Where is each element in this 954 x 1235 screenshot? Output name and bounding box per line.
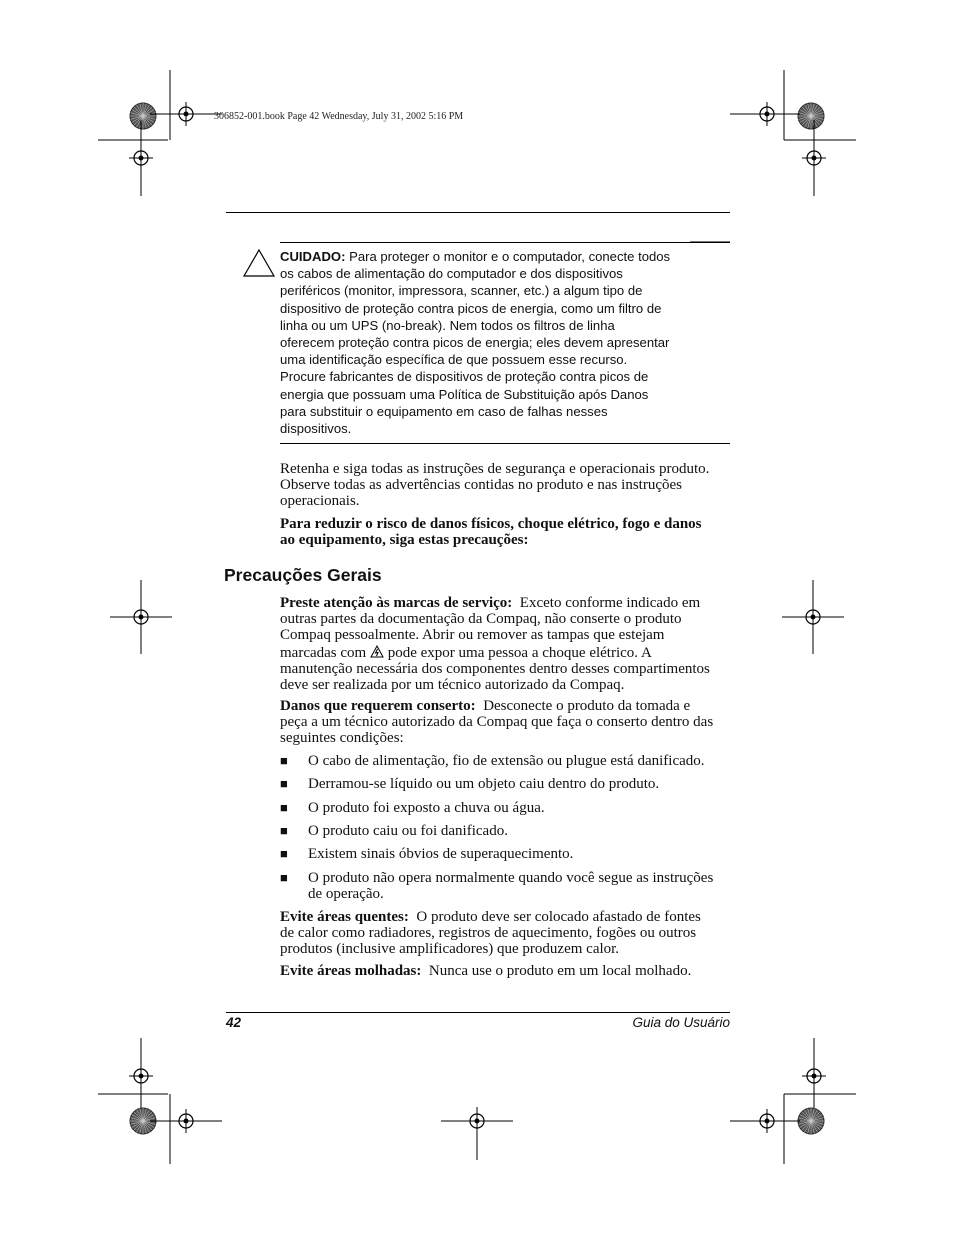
service-marks-paragraph (280, 595, 730, 693)
list-item (308, 870, 733, 902)
caution-top-rule-accent (690, 241, 730, 242)
repair-line: seguintes condições: (280, 730, 404, 746)
caution-line: Para proteger o monitor e o computador, conecte todos (349, 249, 671, 264)
service-marks-line: outras partes da documentação da Compaq, não conserte o produto (280, 611, 682, 627)
repair-paragraph (280, 698, 730, 746)
caution-line: para substituir o equipamento em caso de falhas nesses (280, 403, 608, 419)
service-marks-line: deve ser realizada por um técnico autorizado da Compaq. (280, 677, 625, 693)
service-marks-label: Preste atenção às marcas de serviço: (280, 595, 513, 611)
wet-areas-text: Nunca use o produto em um local molhado. (428, 963, 692, 979)
top-rule (226, 212, 730, 213)
repair-line: peça a um técnico autorizado da Compaq que faça o conserto dentro das (280, 714, 714, 730)
service-marks-line: Compaq pessoalmente. Abrir ou remover as tampas que estejam (280, 627, 665, 643)
warning-triangle-icon (242, 248, 276, 278)
caution-label: CUIDADO: (280, 249, 346, 264)
caution-top-rule (280, 242, 730, 243)
caution-line: periféricos (monitor, impressora, scanner, etc.) a algum tipo de (280, 283, 643, 299)
service-marks-line: pode expor uma pessoa a choque elétrico. A (387, 645, 652, 661)
list-item-line: de operação. (308, 886, 384, 902)
caution-line: dispositivos. (280, 421, 352, 437)
list-item-line: O produto não opera normalmente quando você segue as instruções (308, 870, 714, 886)
section-heading: Precauções Gerais (224, 565, 382, 585)
caution-bottom-rule (280, 443, 730, 444)
bullet-marker: ■ (280, 870, 288, 885)
bullet-marker: ■ (280, 753, 288, 768)
intro-line: operacionais. (280, 493, 360, 509)
hot-areas-line: O produto deve ser colocado afastado de fontes (416, 909, 701, 925)
caution-line: energia que possuam uma Política de Substituição após Danos (280, 386, 649, 402)
hot-areas-paragraph (280, 909, 730, 957)
bullet-marker: ■ (280, 800, 288, 815)
hot-areas-line: de calor como radiadores, registros de aquecimento, fogões ou outros (280, 925, 697, 941)
repair-line: Desconecte o produto da tomada e (483, 698, 691, 714)
intro-bold-line: Para reduzir o risco de danos físicos, choque elétrico, fogo e danos (280, 516, 702, 532)
footer-rule (226, 1012, 730, 1013)
wet-areas-paragraph (280, 963, 730, 979)
service-marks-line: marcadas com (280, 645, 367, 661)
caution-line: uma identificação específica de que possuem esse recurso. (280, 352, 628, 368)
page-number: 42 (226, 1015, 242, 1030)
service-marks-line: manutenção necessária dos componentes dentro desses compartimentos (280, 661, 710, 677)
caution-text (280, 248, 700, 437)
hot-areas-line: produtos (inclusive amplificadores) que produzem calor. (280, 941, 620, 957)
wet-areas-label: Evite áreas molhadas: (280, 963, 422, 979)
list-item: Existem sinais óbvios de superaquecimento. (308, 846, 574, 862)
caution-line: dispositivo de proteção contra picos de energia, como um filtro de (280, 300, 662, 316)
list-item: Derramou-se líquido ou um objeto caiu dentro do produto. (308, 776, 660, 792)
shock-hazard-icon (370, 645, 384, 658)
caution-line: linha ou um UPS (no-break). Nem todos os filtros de linha (280, 317, 615, 333)
hot-areas-label: Evite áreas quentes: (280, 909, 409, 925)
list-item: O cabo de alimentação, fio de extensão ou plugue está danificado. (308, 753, 705, 769)
repair-label: Danos que requerem conserto: (280, 698, 476, 714)
caution-line: oferecem proteção contra picos de energia; eles devem apresentar (280, 335, 670, 351)
bullet-marker: ■ (280, 846, 288, 861)
bullet-marker: ■ (280, 776, 288, 791)
book-file-info: 306852-001.book Page 42 Wednesday, July 31, 2002 5:16 PM (214, 111, 464, 122)
footer-doc-title: Guia do Usuário (632, 1015, 730, 1030)
intro-line: Observe todas as advertências contidas no produto e nas instruções (280, 477, 682, 493)
caution-line: os cabos de alimentação do computador e dos dispositivos (280, 266, 623, 282)
intro-paragraph (280, 461, 730, 509)
bullet-marker: ■ (280, 823, 288, 838)
service-marks-line: Exceto conforme indicado em (519, 595, 701, 611)
list-item: O produto caiu ou foi danificado. (308, 823, 508, 839)
caution-line: Procure fabricantes de dispositivos de proteção contra picos de (280, 369, 649, 385)
intro-bold-paragraph (280, 516, 730, 548)
intro-bold-line: ao equipamento, siga estas precauções: (280, 532, 529, 548)
intro-line: Retenha e siga todas as instruções de segurança e operacionais produto. (280, 461, 710, 477)
list-item: O produto foi exposto a chuva ou água. (308, 800, 545, 816)
